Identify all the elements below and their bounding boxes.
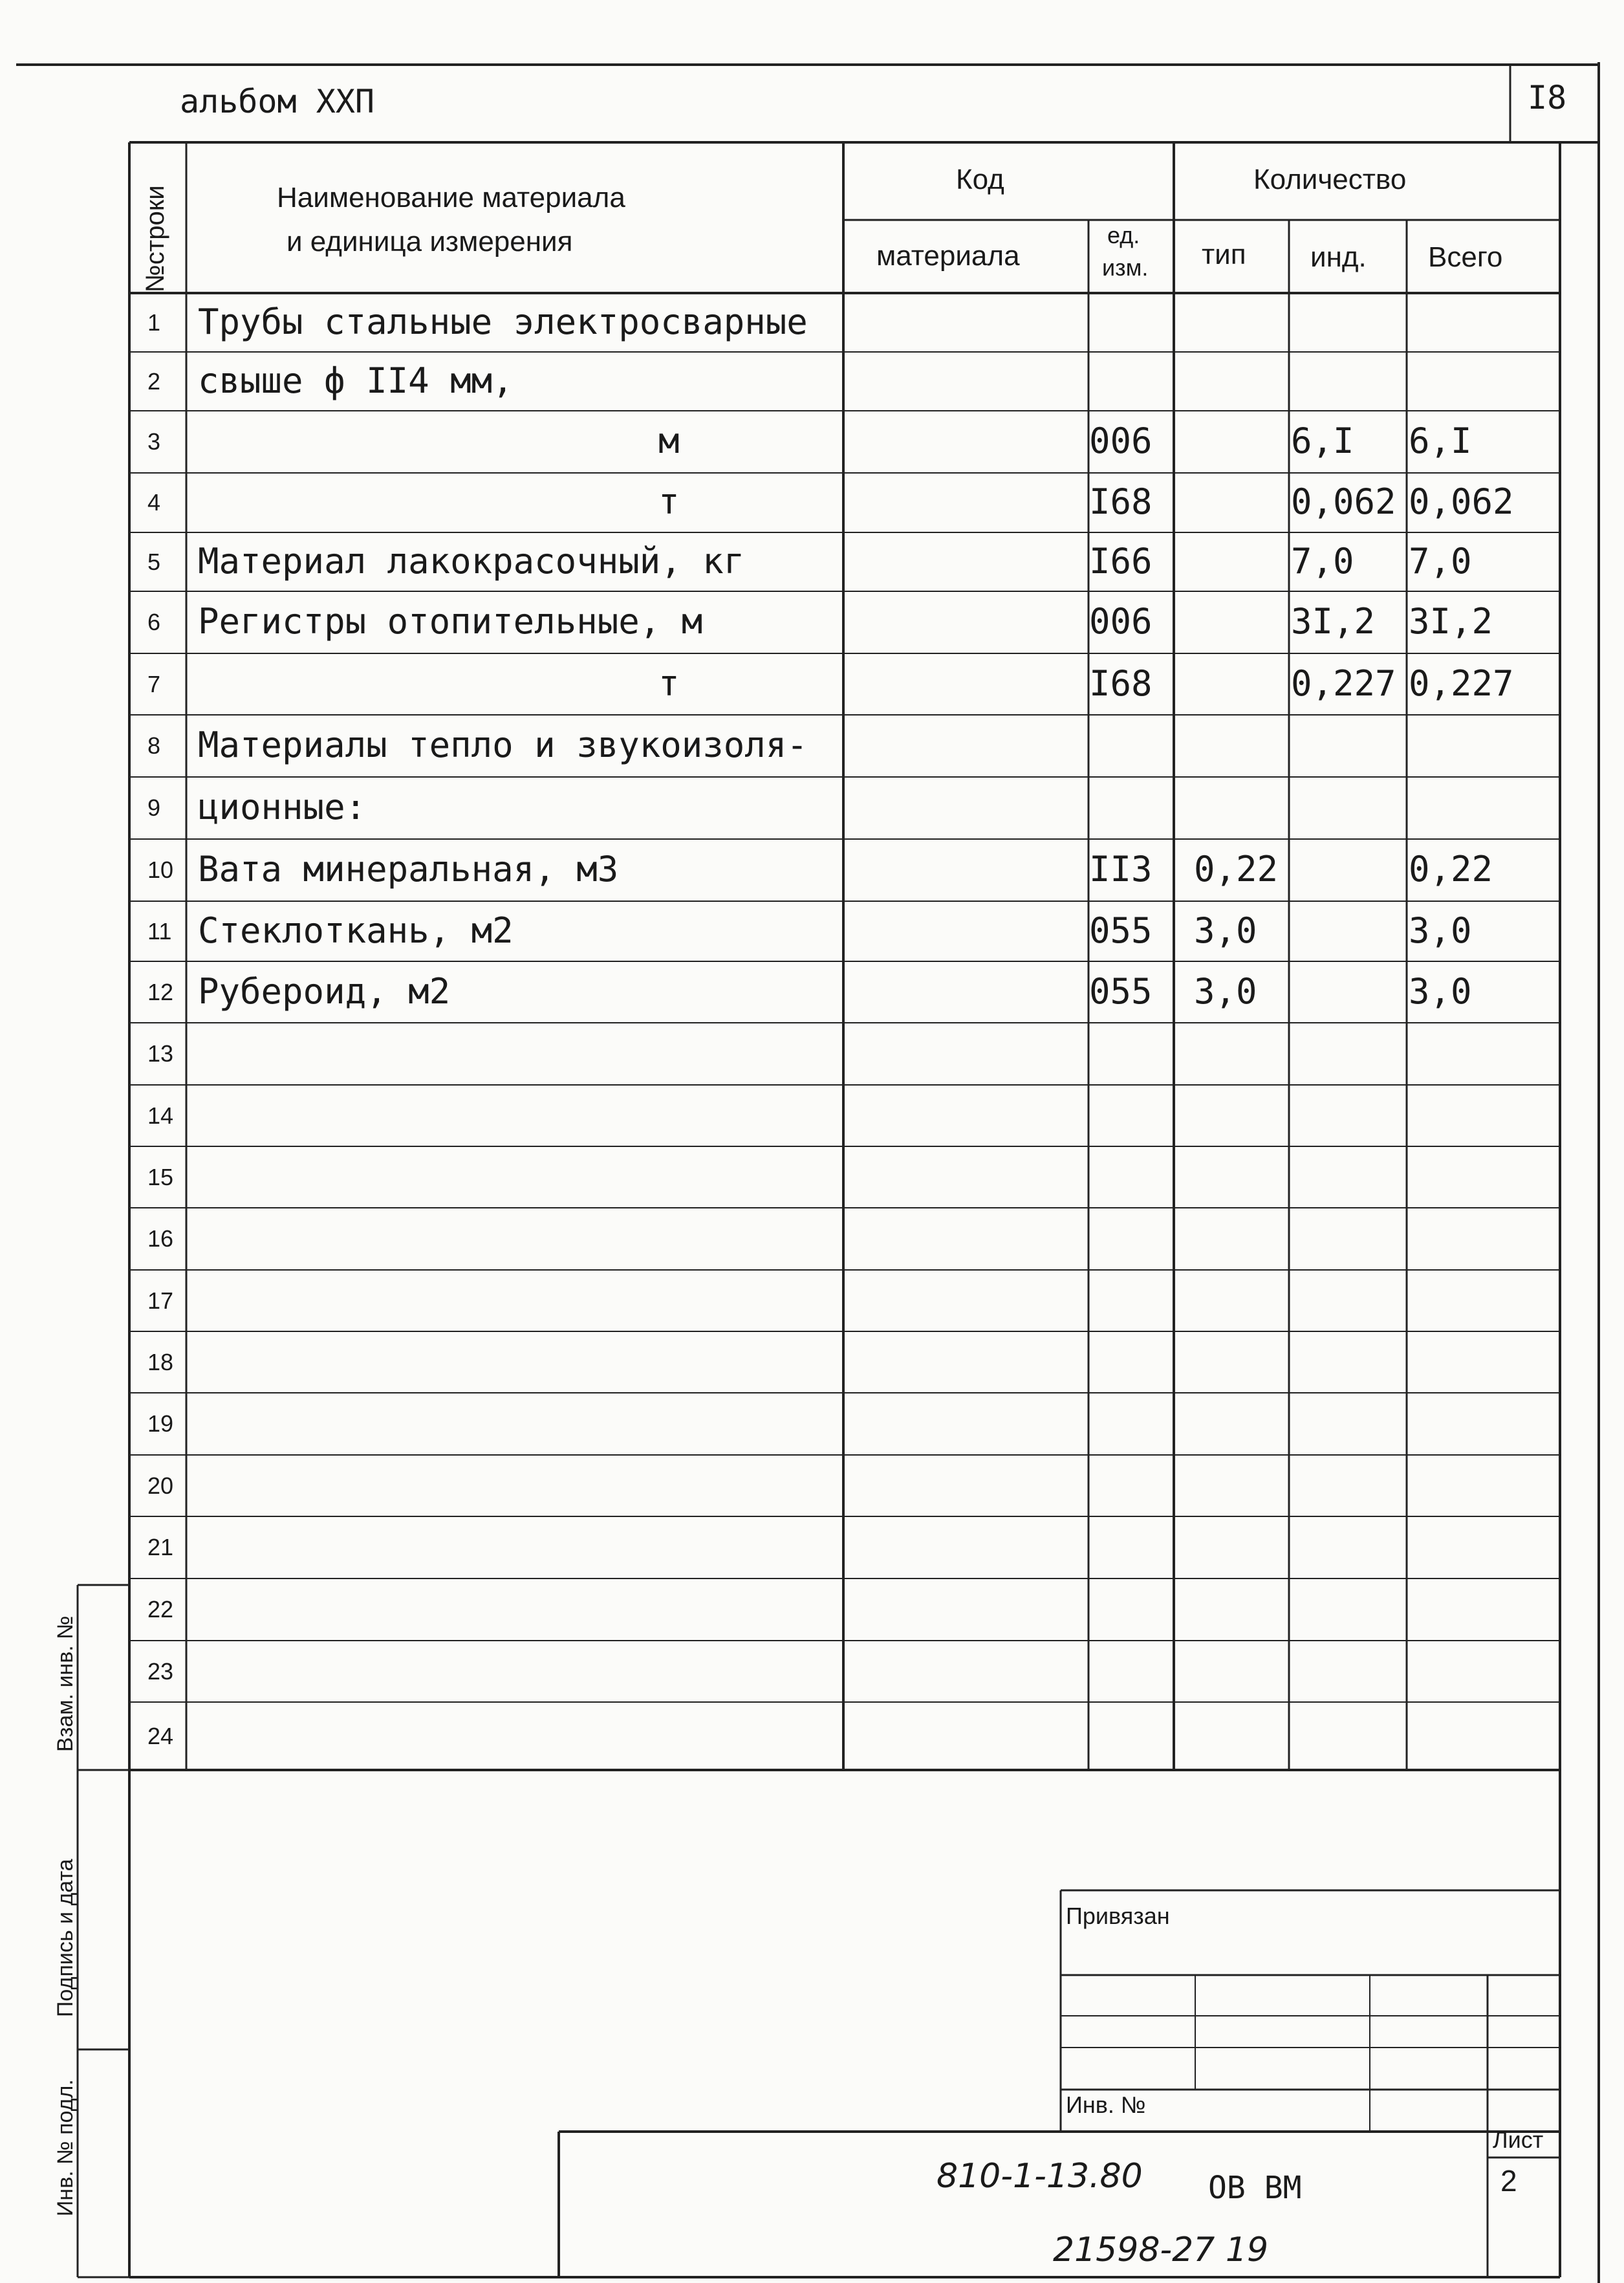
row-number-header: №строки: [141, 185, 169, 292]
qty-ind: 6,I: [1291, 421, 1354, 461]
material-name: Вата минеральная, м3: [198, 849, 619, 890]
stamp-list-label: Лист: [1493, 2126, 1544, 2153]
material-name: Рубероид, м2: [198, 970, 451, 1012]
row-number: 12: [147, 978, 174, 1005]
side-label-vzam: Взам. инв. №: [53, 1615, 78, 1752]
qty-type: 3,0: [1194, 910, 1257, 951]
qty-ind-header: инд.: [1310, 241, 1367, 273]
code-material-header: материала: [876, 240, 1020, 272]
unit-code: 006: [1089, 601, 1153, 642]
row-number: 11: [147, 917, 172, 945]
row-number: 5: [147, 548, 161, 575]
qty-total: 0,227: [1409, 662, 1514, 704]
row-number: 10: [147, 857, 174, 883]
row-number: 22: [147, 1596, 174, 1622]
unit-header-line2: изм.: [1102, 254, 1149, 281]
row-number: 19: [147, 1410, 174, 1437]
material-name: т: [658, 481, 680, 522]
unit-code: 055: [1089, 910, 1153, 951]
qty-ind: 3I,2: [1291, 601, 1376, 642]
row-number: 1: [147, 309, 161, 336]
name-header-line1: Наименование материала: [277, 182, 625, 213]
page-number: I8: [1528, 79, 1567, 116]
material-name: м: [658, 421, 680, 461]
stamp-list-value: 2: [1500, 2164, 1517, 2198]
row-number: 7: [147, 670, 161, 697]
qty-total-header: Всего: [1428, 241, 1503, 273]
row-number: 9: [147, 794, 161, 821]
qty-type: 3,0: [1194, 970, 1257, 1012]
qty-type-header: тип: [1202, 239, 1246, 270]
material-name: Регистры отопительные, м: [198, 601, 703, 642]
row-number: 23: [147, 1657, 174, 1685]
unit-code: I66: [1089, 540, 1153, 582]
row-number: 3: [147, 428, 161, 455]
qty-total: 0,062: [1409, 481, 1514, 522]
qty-total: 0,22: [1409, 849, 1493, 890]
row-number: 15: [147, 1163, 174, 1190]
row-number: 20: [147, 1472, 174, 1499]
row-number: 8: [147, 732, 161, 759]
row-number: 6: [147, 609, 161, 635]
qty-total: 3,0: [1409, 910, 1472, 951]
material-name: Материалы тепло и звукоизоля-: [198, 725, 808, 765]
material-name: свыше ф II4 мм,: [198, 360, 514, 401]
qty-ind: 7,0: [1291, 540, 1354, 582]
qty-total: 3,0: [1409, 970, 1472, 1012]
stamp-inv-no: Инв. №: [1066, 2092, 1146, 2118]
unit-code: II3: [1089, 849, 1153, 890]
stamp-doc-code: 810-1-13.80: [937, 2157, 1143, 2196]
row-number: 21: [147, 1534, 174, 1560]
material-name: т: [658, 662, 680, 704]
row-number: 2: [147, 367, 161, 395]
stamp-privyazan: Привязан: [1066, 1903, 1170, 1929]
side-label-inv-podl: Инв. № подл.: [53, 2079, 78, 2216]
unit-code: I68: [1089, 481, 1153, 522]
unit-code: 055: [1089, 970, 1153, 1012]
row-number: 13: [147, 1040, 174, 1067]
unit-code: 006: [1089, 421, 1153, 461]
qty-ind: 0,227: [1291, 662, 1396, 704]
unit-code: I68: [1089, 662, 1153, 704]
row-number: 4: [147, 489, 161, 516]
row-number: 16: [147, 1225, 174, 1252]
row-number: 17: [147, 1287, 174, 1314]
album-title: альбом ХХП: [180, 83, 375, 120]
name-header-line2: и единица измерения: [287, 226, 573, 257]
qty-total: 6,I: [1409, 421, 1472, 461]
code-header: Код: [956, 164, 1004, 195]
stamp-doc-mark: ОВ ВМ: [1208, 2170, 1302, 2206]
qty-ind: 0,062: [1291, 481, 1396, 522]
row-number: 24: [147, 1722, 174, 1749]
quantity-header: Количество: [1253, 164, 1407, 195]
unit-header-line1: ед.: [1107, 222, 1140, 248]
row-number: 18: [147, 1348, 174, 1375]
material-name: Трубы стальные электросварные: [198, 301, 808, 342]
footer-number: 21598-27 19: [1053, 2231, 1269, 2269]
material-name: Материал лакокрасочный, кг: [198, 540, 745, 582]
qty-total: 7,0: [1409, 540, 1472, 582]
material-name: Стеклоткань, м2: [198, 910, 514, 951]
qty-type: 0,22: [1194, 849, 1279, 890]
side-label-podpis: Подпись и дата: [53, 1859, 78, 2017]
qty-total: 3I,2: [1409, 601, 1493, 642]
material-name: ционные:: [198, 787, 367, 827]
row-number: 14: [147, 1102, 174, 1129]
